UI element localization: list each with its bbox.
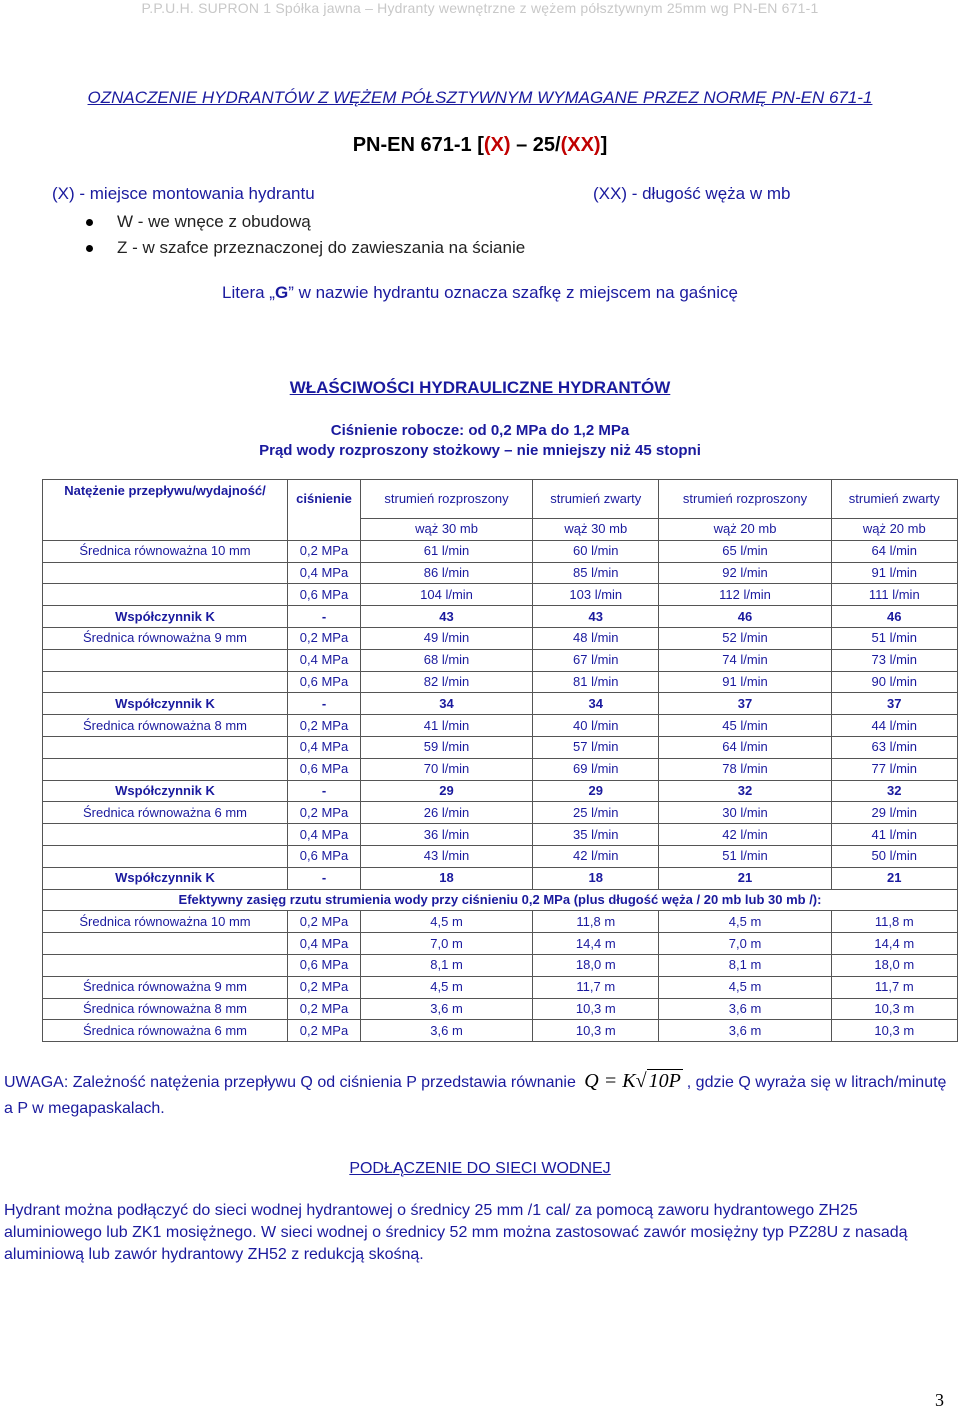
table-cell: 73 l/min	[831, 649, 957, 671]
table-cell: 4,5 m	[361, 976, 533, 998]
table-cell: 41 l/min	[831, 824, 957, 846]
table-cell: 46	[831, 606, 957, 628]
table-cell: 26 l/min	[361, 802, 533, 824]
table-cell: 64 l/min	[831, 540, 957, 562]
table-cell: 81 l/min	[533, 671, 659, 693]
table-cell: 82 l/min	[361, 671, 533, 693]
table-cell: 103 l/min	[533, 584, 659, 606]
table-row	[43, 976, 958, 998]
formula-radicand: 10P	[648, 1070, 681, 1092]
mounting-options-list	[86, 209, 525, 261]
table-cell: 86 l/min	[361, 562, 533, 584]
table-cell: 21	[831, 867, 957, 889]
table-cell: 10,3 m	[533, 998, 659, 1020]
table-cell: 104 l/min	[361, 584, 533, 606]
table-cell: 10,3 m	[831, 1020, 957, 1042]
section-row	[43, 889, 958, 911]
row-label: Współczynnik K	[43, 693, 288, 715]
coefficient-row	[43, 606, 958, 628]
table-cell: 3,6 m	[659, 1020, 831, 1042]
table-row	[43, 845, 958, 867]
table-body	[43, 480, 958, 1042]
row-pressure: 0,2 MPa	[288, 540, 361, 562]
coefficient-row	[43, 780, 958, 802]
working-pressure: Ciśnienie robocze: od 0,2 MPa do 1,2 MPa	[330, 422, 630, 439]
table-cell: 14,4 m	[831, 933, 957, 955]
table-header-row	[43, 480, 958, 519]
list-item-text: W - we wnęce z obudową	[117, 212, 311, 231]
page-number: 3	[935, 1390, 944, 1410]
row-pressure: 0,6 MPa	[288, 954, 361, 976]
row-label: Współczynnik K	[43, 780, 288, 802]
row-label: Średnica równoważna 9 mm	[43, 627, 288, 649]
table-cell: 67 l/min	[533, 649, 659, 671]
table-row	[43, 998, 958, 1020]
table-row	[43, 802, 958, 824]
row-pressure: 0,6 MPa	[288, 584, 361, 606]
table-cell: 3,6 m	[361, 998, 533, 1020]
table-cell: 29	[533, 780, 659, 802]
table-cell: 18	[361, 867, 533, 889]
table-cell: 11,8 m	[831, 911, 957, 933]
table-cell: 29 l/min	[831, 802, 957, 824]
note-text-end: , gdzie Q wyraża się w litrach/minutę a P w megapaskalach.	[4, 1074, 947, 1117]
table-row	[43, 736, 958, 758]
coefficient-row	[43, 693, 958, 715]
section-label: Efektywny zasięg rzutu strumienia wody przy ciśnieniu 0,2 MPa (plus długość węża / 20 mb lub 30 mb /):	[43, 889, 958, 911]
section-title: WŁAŚCIWOŚCI HYDRAULICZNE HYDRANTÓW	[289, 378, 671, 397]
table-cell: 8,1 m	[361, 954, 533, 976]
table-cell: 29	[361, 780, 533, 802]
row-pressure: 0,2 MPa	[288, 998, 361, 1020]
row-label	[43, 562, 288, 584]
row-label	[43, 758, 288, 780]
table-cell: 65 l/min	[659, 540, 831, 562]
table-row	[43, 671, 958, 693]
hose-4: wąż 20 mb	[831, 519, 957, 541]
table-cell: 59 l/min	[361, 736, 533, 758]
header-col-2: strumień zwarty	[533, 480, 659, 519]
table-cell: 37	[831, 693, 957, 715]
row-label	[43, 736, 288, 758]
table-cell: 11,7 m	[831, 976, 957, 998]
document-title: OZNACZENIE HYDRANTÓW Z WĘŻEM PÓŁSZTYWNYM WYMAGANE PRZEZ NORMĘ PN-EN 671-1	[87, 88, 873, 107]
table-cell: 42 l/min	[659, 824, 831, 846]
table-cell: 25 l/min	[533, 802, 659, 824]
row-label: Średnica równoważna 10 mm	[43, 911, 288, 933]
litera-note	[0, 283, 960, 303]
table-cell: 92 l/min	[659, 562, 831, 584]
table-cell: 14,4 m	[533, 933, 659, 955]
list-item	[86, 209, 525, 235]
table-cell: 42 l/min	[533, 845, 659, 867]
row-pressure: 0,2 MPa	[288, 627, 361, 649]
table-cell: 52 l/min	[659, 627, 831, 649]
table-cell: 64 l/min	[659, 736, 831, 758]
table-row	[43, 540, 958, 562]
row-pressure: 0,6 MPa	[288, 845, 361, 867]
header-col-1: strumień rozproszony	[361, 480, 533, 519]
row-pressure: 0,4 MPa	[288, 649, 361, 671]
table-cell: 51 l/min	[659, 845, 831, 867]
table-cell: 7,0 m	[659, 933, 831, 955]
table-row	[43, 933, 958, 955]
formula-lhs: Q = K	[584, 1070, 636, 1092]
table-cell: 50 l/min	[831, 845, 957, 867]
table-cell: 77 l/min	[831, 758, 957, 780]
table-row	[43, 627, 958, 649]
coefficient-row	[43, 867, 958, 889]
row-pressure: 0,4 MPa	[288, 736, 361, 758]
connection-text: Hydrant można podłączyć do sieci wodnej hydrantowej o średnicy 25 mm /1 cal/ za pomocą zaworu hydrantowego ZH25 aluminiowego lub ZK1 mosiężnego. W sieci wodnej o średnicy 52 mm można zastosować zawór mosiężny typ PZ28U z nasadą aluminiową lub zawór hydrantowy ZH52 z redukcją skośną.	[4, 1202, 908, 1263]
table-cell: 32	[831, 780, 957, 802]
table-cell: 74 l/min	[659, 649, 831, 671]
litera-post: ” w nazwie hydrantu oznacza szafkę z miejscem na gaśnicę	[288, 283, 738, 302]
table-cell: 63 l/min	[831, 736, 957, 758]
table-cell: 111 l/min	[831, 584, 957, 606]
row-label	[43, 649, 288, 671]
norm-x: (X)	[483, 134, 511, 156]
row-pressure: 0,6 MPa	[288, 758, 361, 780]
row-label: Średnica równoważna 6 mm	[43, 1020, 288, 1042]
row-pressure: 0,2 MPa	[288, 1020, 361, 1042]
table-cell: 40 l/min	[533, 715, 659, 737]
row-label	[43, 933, 288, 955]
table-cell: 69 l/min	[533, 758, 659, 780]
table-cell: 7,0 m	[361, 933, 533, 955]
hydraulic-table	[42, 479, 958, 1042]
table-cell: 4,5 m	[659, 976, 831, 998]
table-row	[43, 911, 958, 933]
header-pressure: ciśnienie	[288, 480, 361, 541]
table-cell: 34	[361, 693, 533, 715]
hose-1: wąż 30 mb	[361, 519, 533, 541]
row-pressure: -	[288, 867, 361, 889]
table-cell: 10,3 m	[533, 1020, 659, 1042]
row-pressure: 0,4 MPa	[288, 933, 361, 955]
row-pressure: -	[288, 693, 361, 715]
table-cell: 51 l/min	[831, 627, 957, 649]
norm-mid: – 25/	[510, 134, 561, 156]
litera-pre: Litera „	[222, 283, 275, 302]
row-label: Średnica równoważna 9 mm	[43, 976, 288, 998]
header-flow: Natężenie przepływu/wydajność/	[43, 480, 288, 541]
table-cell: 45 l/min	[659, 715, 831, 737]
row-pressure: 0,2 MPa	[288, 976, 361, 998]
row-pressure: 0,2 MPa	[288, 911, 361, 933]
row-label: Współczynnik K	[43, 606, 288, 628]
legend-x: (X) - miejsce montowania hydrantu	[52, 184, 315, 203]
table-cell: 18	[533, 867, 659, 889]
table-cell: 10,3 m	[831, 998, 957, 1020]
table-row	[43, 1020, 958, 1042]
table-cell: 36 l/min	[361, 824, 533, 846]
row-label: Średnica równoważna 8 mm	[43, 998, 288, 1020]
header-col-3: strumień rozproszony	[659, 480, 831, 519]
table-cell: 49 l/min	[361, 627, 533, 649]
table-cell: 91 l/min	[831, 562, 957, 584]
hose-2: wąż 30 mb	[533, 519, 659, 541]
table-cell: 90 l/min	[831, 671, 957, 693]
page-header: P.P.U.H. SUPRON 1 Spółka jawna – Hydranty wewnętrzne z wężem półsztywnym 25mm wg PN-EN 671-1	[141, 0, 819, 16]
row-label	[43, 584, 288, 606]
list-item-text: Z - w szafce przeznaczonej do zawieszania na ścianie	[117, 238, 526, 257]
row-pressure: 0,2 MPa	[288, 715, 361, 737]
table-cell: 112 l/min	[659, 584, 831, 606]
table-row	[43, 649, 958, 671]
row-label	[43, 671, 288, 693]
table-cell: 8,1 m	[659, 954, 831, 976]
table-cell: 21	[659, 867, 831, 889]
table-cell: 43 l/min	[361, 845, 533, 867]
table-cell: 4,5 m	[361, 911, 533, 933]
table-cell: 11,8 m	[533, 911, 659, 933]
legend-xx: (XX) - długość węża w mb	[593, 184, 791, 203]
row-pressure: 0,6 MPa	[288, 671, 361, 693]
connection-title: PODŁĄCZENIE DO SIECI WODNEJ	[349, 1160, 611, 1177]
table-cell: 43	[361, 606, 533, 628]
row-label: Średnica równoważna 8 mm	[43, 715, 288, 737]
table-cell: 41 l/min	[361, 715, 533, 737]
norm-designation	[0, 134, 960, 157]
row-pressure: 0,4 MPa	[288, 824, 361, 846]
bullet-icon	[86, 219, 93, 226]
norm-suffix: ]	[600, 134, 608, 156]
note-text: UWAGA: Zależność natężenia przepływu Q od ciśnienia P przedstawia równanie	[4, 1074, 576, 1091]
header-col-4: strumień zwarty	[831, 480, 957, 519]
row-label	[43, 824, 288, 846]
table-cell: 11,7 m	[533, 976, 659, 998]
table-cell: 43	[533, 606, 659, 628]
row-label	[43, 954, 288, 976]
stream-spec: Prąd wody rozproszony stożkowy – nie mniejszy niż 45 stopni	[259, 442, 701, 459]
table-cell: 30 l/min	[659, 802, 831, 824]
table-cell: 85 l/min	[533, 562, 659, 584]
norm-prefix: PN-EN 671-1 [	[352, 134, 484, 156]
table-cell: 4,5 m	[659, 911, 831, 933]
table-cell: 18,0 m	[533, 954, 659, 976]
hose-3: wąż 20 mb	[659, 519, 831, 541]
row-pressure: -	[288, 780, 361, 802]
table-cell: 68 l/min	[361, 649, 533, 671]
table-cell: 46	[659, 606, 831, 628]
table-cell: 60 l/min	[533, 540, 659, 562]
table-cell: 48 l/min	[533, 627, 659, 649]
table-row	[43, 758, 958, 780]
litera-g: G	[274, 283, 289, 302]
table-row	[43, 715, 958, 737]
table-row	[43, 824, 958, 846]
norm-xx: (XX)	[560, 134, 601, 156]
table-cell: 44 l/min	[831, 715, 957, 737]
row-pressure: 0,2 MPa	[288, 802, 361, 824]
table-cell: 34	[533, 693, 659, 715]
list-item	[86, 235, 525, 261]
flow-formula: Q = K√ 10P	[584, 1070, 681, 1092]
row-pressure: 0,4 MPa	[288, 562, 361, 584]
row-pressure: -	[288, 606, 361, 628]
row-label: Średnica równoważna 10 mm	[43, 540, 288, 562]
table-row	[43, 954, 958, 976]
table-cell: 3,6 m	[361, 1020, 533, 1042]
table-cell: 78 l/min	[659, 758, 831, 780]
row-label	[43, 845, 288, 867]
table-cell: 32	[659, 780, 831, 802]
row-label: Średnica równoważna 6 mm	[43, 802, 288, 824]
table-cell: 91 l/min	[659, 671, 831, 693]
table-row	[43, 562, 958, 584]
table-row	[43, 584, 958, 606]
table-cell: 18,0 m	[831, 954, 957, 976]
note	[4, 1068, 954, 1122]
table-cell: 61 l/min	[361, 540, 533, 562]
table-cell: 37	[659, 693, 831, 715]
table-cell: 70 l/min	[361, 758, 533, 780]
table-cell: 35 l/min	[533, 824, 659, 846]
bullet-icon	[86, 245, 93, 252]
table-cell: 57 l/min	[533, 736, 659, 758]
row-label: Współczynnik K	[43, 867, 288, 889]
table-cell: 3,6 m	[659, 998, 831, 1020]
